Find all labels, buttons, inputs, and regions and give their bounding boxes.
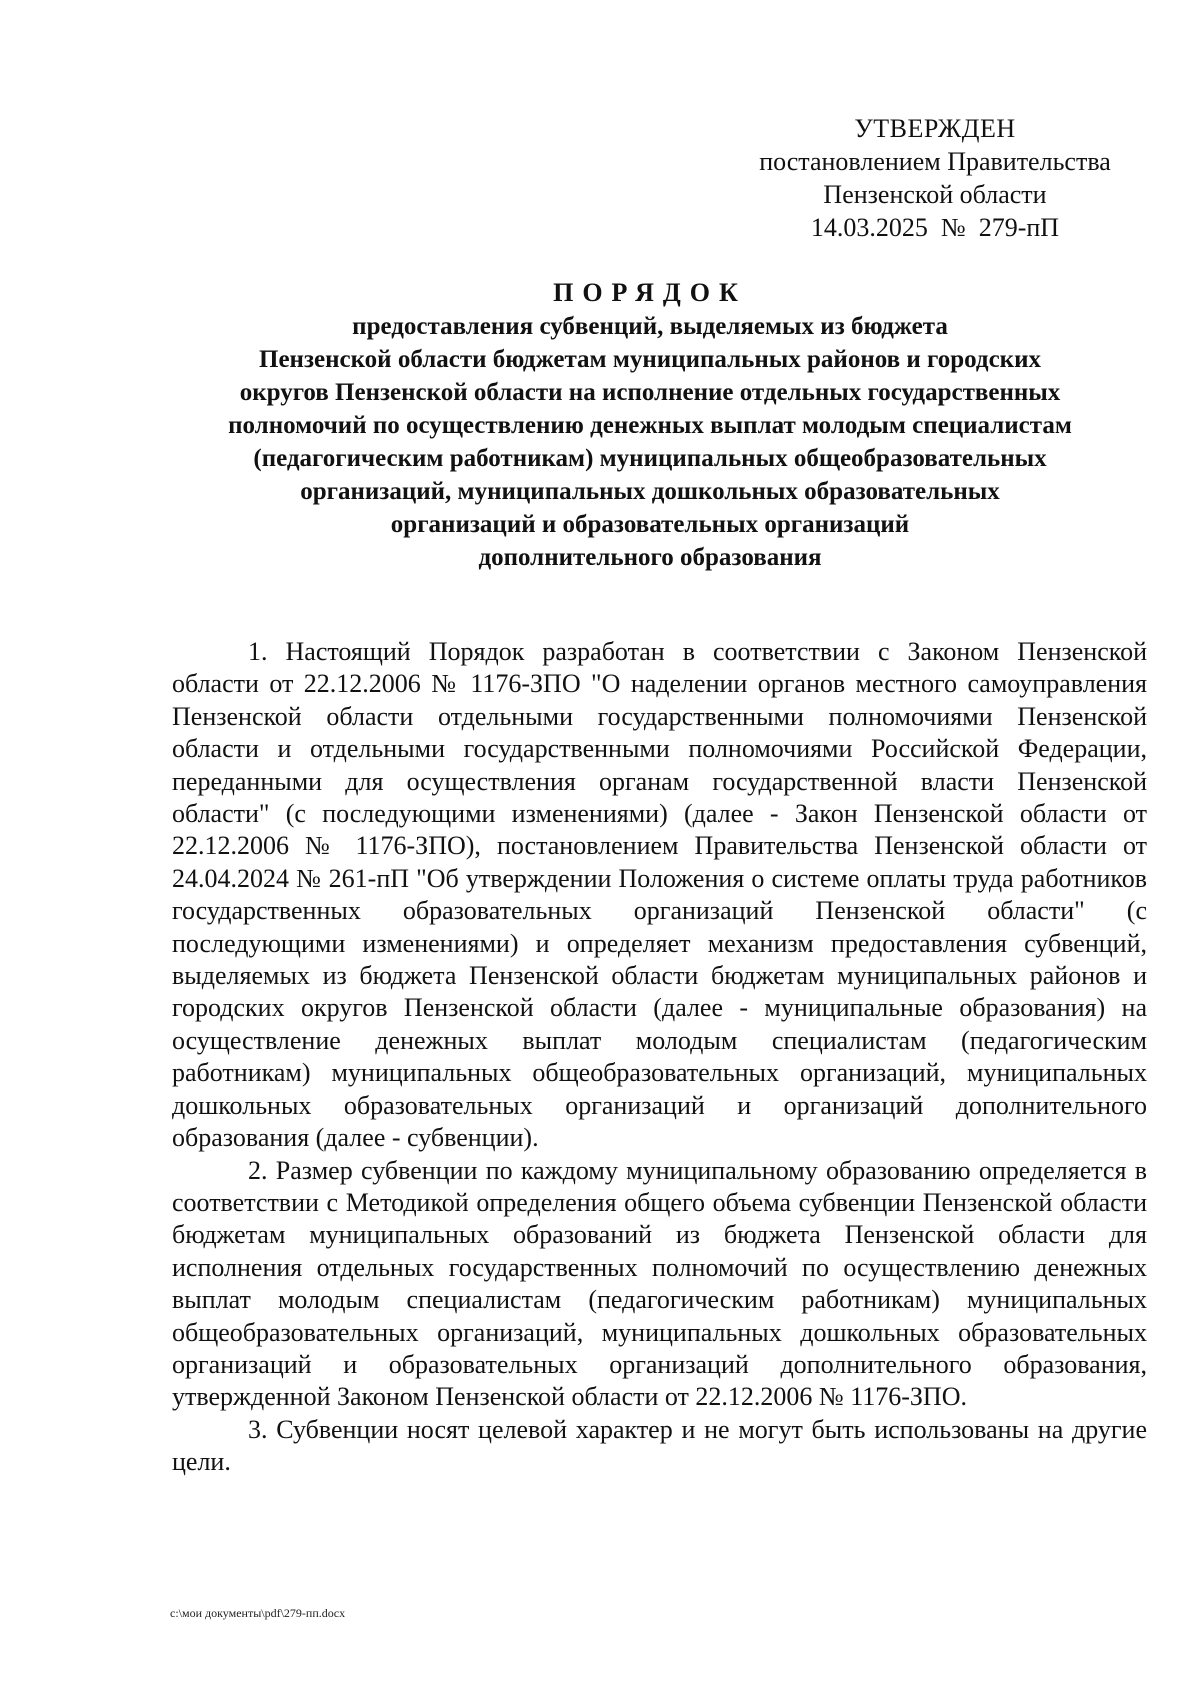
paragraph-2: 2. Размер субвенции по каждому муниципальному образованию определяется в соответствии с Методикой определения общего объема субвенции Пензенской области бюджетам муниципальных образований из бюджета Пензенской области для исполнения отдельных государственных полномочий по осуществлению денежных выплат молодым специалистам (педагогическим работникам) муниципальных общеобразовательных организаций, муниципальных дошкольных образовательных организаций и образовательных организаций дополнительного образования, утвержденной Законом Пензенской области от 22.12.2006 № 1176-ЗПО. — [172, 1155, 1147, 1412]
approval-block — [735, 112, 1135, 244]
approval-date-number — [735, 211, 1135, 244]
subtitle-line: предоставления субвенций, выделяемых из бюджета — [352, 313, 948, 340]
title-block — [150, 276, 1150, 574]
approval-line-resolution: постановлением Правительства — [759, 147, 1111, 176]
paragraph-1: 1. Настоящий Порядок разработан в соответствии с Законом Пензенской области от 22.12.2006 № 1176-ЗПО "О наделении органов местного самоуправления Пензенской области отдельными государственными полномочиями Пензенской области и отдельными государственными полномочиями Российской Федерации, переданными для осуществления органам государственной власти Пензенской области" (с последующими изменениями) (далее - Закон Пензенской области от 22.12.2006 № 1176-ЗПО), постановлением Правительства Пензенской области от 24.04.2024 № 261-пП "Об утверждении Положения о системе оплаты труда работников государственных образовательных организаций Пензенской области" (с последующими изменениями) и определяет механизм предоставления субвенций, выделяемых из бюджета Пензенской области бюджетам муниципальных районов и городских округов Пензенской области (далее - муниципальные образования) на осуществление денежных выплат молодым специалистам (педагогическим работникам) муниципальных общеобразовательных организаций, муниципальных дошкольных образовательных организаций и организаций дополнительного образования (далее - субвенции). — [172, 637, 1147, 1153]
approval-number: 279-пП — [978, 213, 1060, 242]
footer-file-path: c:\мои документы\pdf\279-пп.docx — [170, 1606, 346, 1620]
approval-stamp-word: УТВЕРЖДЕН — [854, 114, 1016, 143]
subtitle-line: (педагогическим работникам) муниципальных общеобразовательных — [253, 445, 1047, 472]
paragraph-3: 3. Субвенции носят целевой характер и не могут быть использованы на другие цели. — [172, 1414, 1147, 1477]
subtitle-line: Пензенской области бюджетам муниципальных районов и городских — [259, 346, 1041, 373]
document-title: ПОРЯДОК — [553, 278, 747, 307]
document-body — [172, 636, 1147, 1479]
approval-date: 14.03.2025 — [810, 213, 928, 242]
subtitle-line: организаций, муниципальных дошкольных образовательных — [300, 478, 1000, 505]
subtitle-line: организаций и образовательных организаций — [390, 511, 910, 538]
subtitle-line: округов Пензенской области на исполнение отдельных государственных — [239, 379, 1061, 406]
approval-line-region: Пензенской области — [823, 180, 1047, 209]
approval-number-sign: № — [940, 213, 966, 242]
subtitle-line: полномочий по осуществлению денежных выплат молодым специалистам — [228, 412, 1072, 439]
subtitle-line: дополнительного образования — [478, 544, 822, 571]
